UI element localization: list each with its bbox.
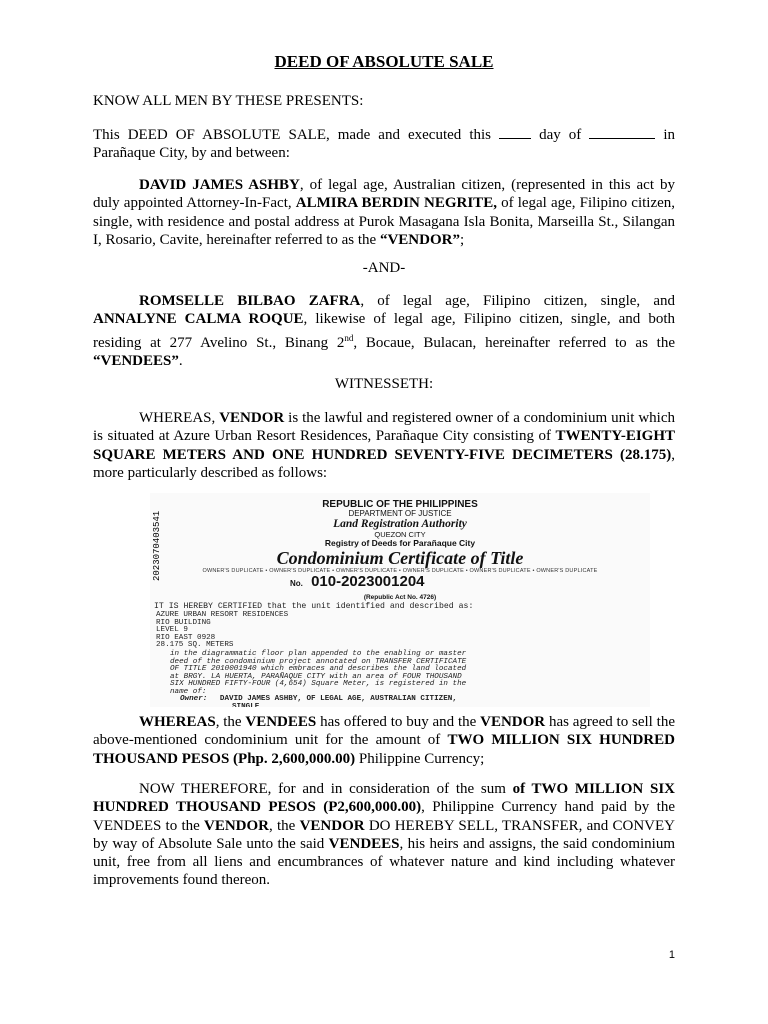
unit-desc-line: 28.175 SQ. METERS — [156, 641, 234, 650]
whereas2-text-4: has agreed to sell the above-mentioned condominium unit for the amount of — [93, 714, 675, 749]
unit-description — [156, 612, 288, 650]
vendee-name-2: ANNALYNE CALMA ROQUE — [93, 311, 304, 328]
vendor-text-3: ; — [459, 231, 465, 248]
vendees-paragraph — [93, 292, 675, 370]
therefore-text-5: , his heirs and assigns, the said condominium unit, free from all liens and encumbrances of whatever nature and kind including whatever improvements found thereon. — [93, 835, 675, 889]
day-blank — [499, 126, 531, 139]
certificate-owner-status: SINGLE — [232, 703, 260, 707]
unit-area: TWENTY-EIGHT SQUARE METERS AND ONE HUNDRED SEVENTY-FIVE DECIMETERS (28.175) — [93, 428, 675, 463]
whereas1-text-2: is the lawful and registered owner of a condominium unit which is situated at Azure Urban Resort Residences, Parañaque City consisting of — [93, 410, 676, 445]
therefore-text-2: , Philippine Currency hand paid by the VENDEES to the — [93, 799, 675, 834]
whereas1-text-1: WHEREAS, — [139, 410, 220, 426]
vendor-name: DAVID JAMES ASHBY — [139, 177, 300, 193]
whereas-ownership-paragraph — [93, 409, 675, 482]
whereas1-vendor: VENDOR — [219, 410, 285, 426]
certificate-number-block — [290, 573, 425, 590]
document-title: DEED OF ABSOLUTE SALE — [274, 52, 494, 71]
certificate-lra: Land Registration Authority — [333, 518, 467, 530]
and-separator: -AND- — [362, 260, 406, 276]
certificate-serial: 2023070403541 — [152, 510, 162, 581]
owner-label: Owner: — [180, 695, 208, 703]
whereas2-text-3: has offered to buy and the — [316, 714, 481, 730]
vendees-text-3: , Bocaue, Bulacan, hereinafter referred to as the — [353, 334, 675, 351]
unit-desc-line: AZURE URBAN RESORT RESIDENCES — [156, 611, 289, 619]
unit-desc-line: RIO EAST 0928 — [156, 633, 216, 642]
month-blank — [589, 126, 655, 139]
vendor-paragraph — [93, 176, 675, 249]
whereas2-vendor: VENDOR — [480, 714, 546, 730]
consideration-amount: of TWO MILLION SIX HUNDRED THOUSAND PESOS (P2,600,000.00) — [93, 781, 675, 816]
certificate-city: QUEZON CITY — [374, 530, 426, 539]
condominium-certificate-image — [150, 493, 650, 707]
owner-name: DAVID JAMES ASHBY, OF LEGAL AGE, AUSTRALIAN CITIZEN, — [219, 695, 457, 703]
certificate-body-line: OF TITLE 2010001940 which embraces and describes the land located — [170, 665, 467, 674]
vendees-text-2: , likewise of legal age, Filipino citizen, single, and both residing at 277 Avelino St., Binang 2 — [93, 311, 675, 351]
therefore-text-1: NOW THEREFORE, for and in consideration of the sum — [139, 781, 513, 797]
opening-text-c: in Parañaque City, by and between: — [93, 127, 676, 162]
owners-duplicate-band: OWNER'S DUPLICATE • OWNER'S DUPLICATE • OWNER'S DUPLICATE • OWNER'S DUPLICATE • OWNER'S DUPLICATE • OWNER'S DUPLICATE — [202, 568, 598, 574]
opening-paragraph — [93, 126, 675, 163]
opening-text-a: This DEED OF ABSOLUTE SALE, made and executed this — [93, 127, 491, 143]
vendor-text-1: , of legal age, Australian citizen, (represented in this act by duly appointed Attorney-In-Fact, — [93, 177, 675, 212]
whereas2-text-5: Philippine Currency; — [355, 750, 485, 767]
certificate-body-line: SIX HUNDRED FIFTY-FOUR (4,654) Square Meter, is registered in the — [170, 680, 467, 689]
now-therefore-paragraph — [93, 780, 675, 890]
certificate-no-label: No. — [290, 579, 303, 588]
unit-desc-line: RIO BUILDING — [156, 618, 211, 627]
opening-text-b: day of — [539, 127, 582, 143]
attorney-in-fact-name: ALMIRA BERDIN NEGRITE, — [295, 195, 497, 212]
vendor-role: “VENDOR” — [379, 231, 460, 248]
whereas1-text-3: , more particularly described as follows: — [93, 446, 675, 481]
certificate-republic: REPUBLIC OF THE PHILIPPINES — [322, 499, 478, 510]
unit-desc-line: LEVEL 9 — [156, 626, 188, 635]
sale-amount: TWO MILLION SIX HUNDRED THOUSAND PESOS (Php. 2,600,000.00) — [93, 732, 675, 767]
witnesseth-heading: WITNESSETH: — [334, 376, 434, 392]
whereas-offer-paragraph — [93, 713, 675, 768]
vendor-text-2: of legal age, Filipino citizen, single, with residence and postal address at Purok Masagana Isla Bonita, Marseilla St., Silangan I, Rosario, Cavite, hereinafter referred to as the — [93, 195, 676, 248]
vendees-text-4: . — [178, 352, 183, 369]
vendees-text-1: , of legal age, Filipino citizen, single, and — [360, 293, 675, 309]
intro-line: KNOW ALL MEN BY THESE PRESENTS: — [93, 93, 364, 109]
therefore-text-4: DO HEREBY SELL, TRANSFER, and CONVEY by way of Absolute Sale unto the said — [93, 817, 675, 852]
certificate-body-text — [170, 651, 466, 697]
vendee-name-1: ROMSELLE BILBAO ZAFRA — [139, 293, 361, 309]
therefore-vendor: VENDOR — [204, 817, 270, 834]
therefore-text-3: , the — [269, 817, 300, 834]
certificate-registry: Registry of Deeds for Parañaque City — [324, 538, 476, 548]
republic-act-reference: (Republic Act No. 4726) — [363, 594, 437, 601]
certificate-body-line: name of: — [170, 687, 207, 696]
therefore-vendor-2: VENDOR — [299, 817, 365, 834]
certificate-body-line: at BRGY. LA HUERTA, PARAÑAQUE CITY with an area of FOUR THOUSAND — [170, 672, 462, 681]
certified-line: IT IS HEREBY CERTIFIED that the unit identified and described as: — [154, 602, 474, 611]
certificate-heading: Condominium Certificate of Title — [276, 548, 524, 568]
whereas2-text-2: , the — [215, 714, 246, 730]
certificate-department: DEPARTMENT OF JUSTICE — [348, 509, 452, 518]
whereas2-vendees: VENDEES — [245, 714, 317, 730]
certificate-number: 010-2023001204 — [311, 573, 425, 590]
certificate-body-line: deed of the condominium project annotated on TRANSFER CERTIFICATE — [170, 657, 467, 666]
therefore-vendees: VENDEES — [328, 835, 400, 852]
ordinal-suffix: nd — [344, 332, 354, 343]
whereas2-lead: WHEREAS — [139, 714, 216, 730]
certificate-owner-line — [180, 695, 457, 703]
certificate-body-line: in the diagrammatic floor plan appended to the enabling or master — [170, 650, 467, 658]
page-number: 1 — [668, 949, 675, 961]
vendees-role: “VENDEES” — [93, 352, 179, 369]
